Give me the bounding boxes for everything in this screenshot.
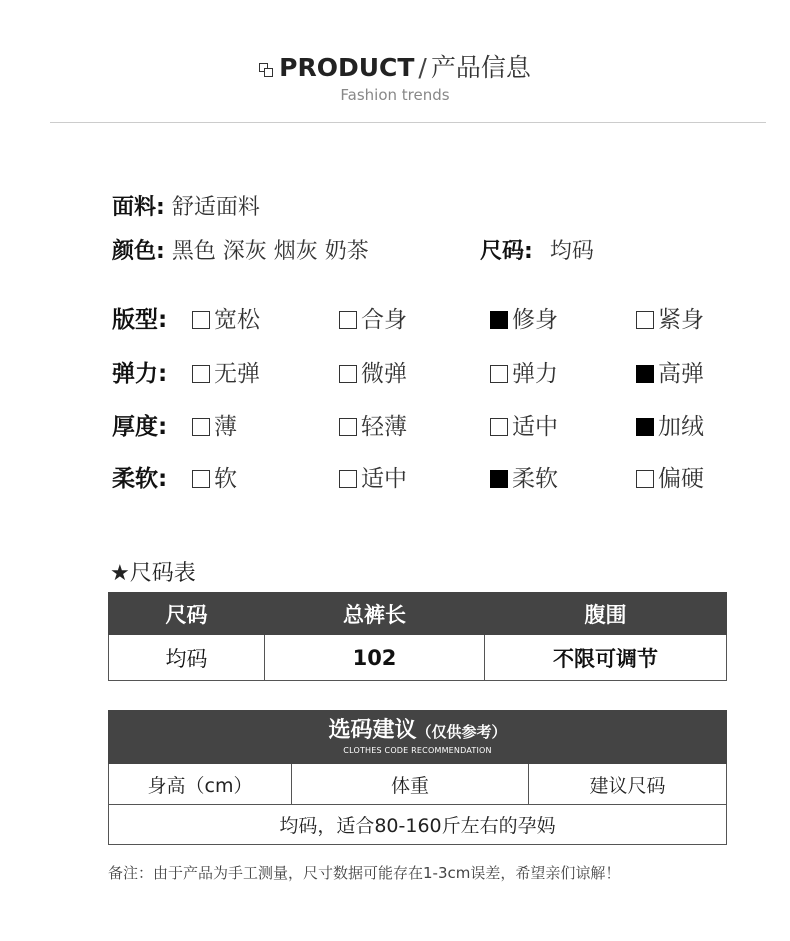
option-label: 柔软: [512, 466, 558, 492]
checkbox-icon: [339, 470, 357, 488]
checked-box-icon: [490, 311, 508, 329]
recommendation-row: 均码，适合80-160斤左右的孕妈: [109, 805, 727, 845]
size-line: [480, 234, 594, 265]
checkbox-icon: [490, 418, 508, 436]
size-label: 尺码:: [480, 239, 533, 264]
checkbox-icon: [192, 365, 210, 383]
size-value: 均码: [549, 239, 594, 264]
attr-option: [339, 408, 407, 441]
attr-option: [636, 301, 704, 334]
recommendation-header-row: [109, 711, 727, 764]
option-label: 适中: [361, 466, 407, 492]
size-table-cell: 102: [265, 635, 485, 681]
size-table-header-cell: 尺码: [109, 593, 265, 635]
option-label: 修身: [512, 307, 558, 333]
option-label: 无弹: [214, 361, 260, 387]
color-line: [112, 234, 369, 265]
header-subtitle: Fashion trends: [340, 86, 450, 104]
option-label: 加绒: [658, 414, 704, 440]
option-label: 适中: [512, 414, 558, 440]
checkbox-icon: [192, 418, 210, 436]
checked-box-icon: [490, 470, 508, 488]
fabric-value: 舒适面料: [171, 195, 260, 220]
recommendation-column-header: 体重: [292, 764, 529, 805]
option-label: 合身: [361, 307, 407, 333]
color-label: 颜色:: [112, 239, 165, 264]
recommendation-title-note: （仅供参考）: [416, 722, 507, 741]
option-label: 微弹: [361, 361, 407, 387]
attr-option: [192, 355, 260, 388]
recommendation-title: 选码建议: [328, 717, 417, 743]
recommendation-column-header: 建议尺码: [529, 764, 727, 805]
checkbox-icon: [339, 418, 357, 436]
checkbox-icon: [636, 470, 654, 488]
attr-option: [636, 355, 704, 388]
checkbox-icon: [339, 365, 357, 383]
checked-box-icon: [636, 418, 654, 436]
checkbox-icon: [490, 365, 508, 383]
option-label: 软: [214, 466, 237, 492]
size-table-header-cell: 总裤长: [265, 593, 485, 635]
attr-option: [339, 301, 407, 334]
header-divider: [50, 122, 766, 123]
recommendation-title-en: CLOTHES CODE RECOMMENDATION: [343, 745, 492, 755]
fabric-line: [112, 190, 260, 221]
attr-label-thickness: 厚度:: [112, 414, 168, 440]
header-title-en: PRODUCT: [279, 53, 415, 82]
fabric-label: 面料:: [112, 195, 165, 220]
attr-option: [192, 408, 237, 441]
attr-option: [636, 460, 704, 493]
recommendation-table: [108, 710, 727, 845]
checkbox-icon: [339, 311, 357, 329]
option-label: 高弹: [658, 361, 704, 387]
checkbox-icon: [192, 311, 210, 329]
table-row: [109, 635, 727, 681]
attr-label-softness: 柔软:: [112, 466, 168, 492]
option-label: 薄: [214, 414, 237, 440]
attr-option: [636, 408, 704, 441]
size-table-cell: 不限可调节: [485, 635, 727, 681]
option-label: 紧身: [658, 307, 704, 333]
overlap-squares-icon: [259, 63, 273, 77]
attr-option: [192, 301, 260, 334]
recommendation-header: [109, 711, 727, 764]
checkbox-icon: [192, 470, 210, 488]
attr-option: [490, 460, 558, 493]
header-title-separator: /: [418, 53, 427, 82]
attr-option: [339, 460, 407, 493]
size-table-header-row: [109, 593, 727, 635]
header-title: [0, 48, 790, 84]
header-title-cn: 产品信息: [430, 53, 531, 82]
size-table-title: ★尺码表: [110, 561, 196, 586]
option-label: 偏硬: [658, 466, 704, 492]
size-table-header-cell: 腹围: [485, 593, 727, 635]
attr-option: [490, 408, 558, 441]
size-table-cell: 均码: [109, 635, 265, 681]
option-label: 宽松: [214, 307, 260, 333]
checked-box-icon: [636, 365, 654, 383]
option-label: 轻薄: [361, 414, 407, 440]
measurement-note: 备注：由于产品为手工测量，尺寸数据可能存在1-3cm误差，希望亲们谅解！: [108, 864, 621, 882]
attr-option: [490, 355, 558, 388]
table-row: [109, 805, 727, 845]
option-label: 弹力: [512, 361, 558, 387]
checkbox-icon: [636, 311, 654, 329]
attr-label-fit: 版型:: [112, 307, 168, 333]
recommendation-column-header: 身高（cm）: [109, 764, 292, 805]
color-value: 黑色 深灰 烟灰 奶茶: [171, 239, 369, 264]
size-table: [108, 592, 727, 681]
recommendation-title-line: [109, 718, 726, 745]
attr-option: [192, 460, 237, 493]
attr-option: [339, 355, 407, 388]
table-row: [109, 764, 727, 805]
attr-label-elasticity: 弹力:: [112, 361, 168, 387]
attr-option: [490, 301, 558, 334]
